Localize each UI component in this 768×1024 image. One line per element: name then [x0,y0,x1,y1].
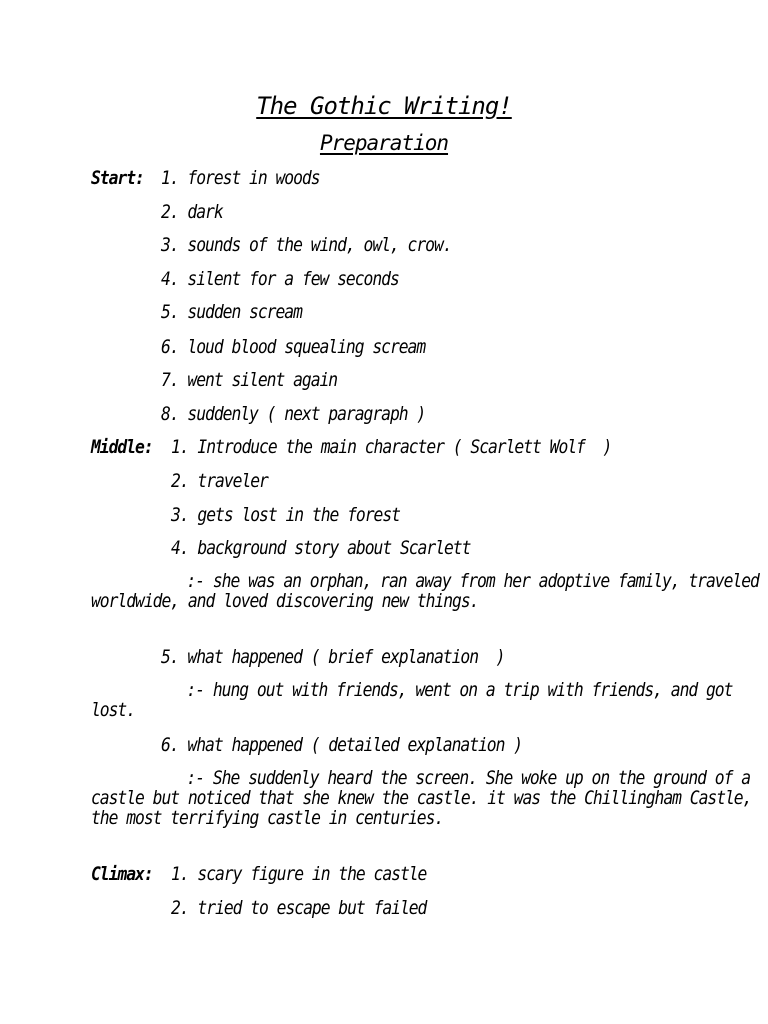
start-item-7: 7. went silent again [161,369,338,391]
start-section-label: Start: [91,167,144,189]
climax-section-label: Climax: [91,863,153,885]
middle-note-4: :- she was an orphan, ran away from her adoptive family, traveled worldwide, and loved discovering new things. [91,570,759,612]
middle-item-6: 6. what happened ( detailed explanation ) [161,734,523,756]
document-subtitle: Preparation [319,131,449,155]
middle-section-label: Middle: [91,436,153,458]
start-item-8: 8. suddenly ( next paragraph ) [161,403,426,425]
middle-item-5: 5. what happened ( brief explanation ) [161,646,505,668]
middle-note-5: :- hung out with friends, went on a trip with friends, and got lost. [91,679,733,721]
middle-item-1: 1. Introduce the main character ( Scarlett Wolf ) [171,436,612,458]
start-item-6: 6. loud blood squealing scream [161,336,426,358]
start-item-3: 3. sounds of the wind, owl, crow. [161,234,452,256]
start-item-4: 4. silent for a few seconds [161,268,399,290]
middle-item-4: 4. background story about Scarlett [171,537,471,559]
start-item-5: 5. sudden scream [161,301,302,323]
climax-item-2: 2. tried to escape but failed [171,897,427,919]
start-item-2: 2. dark [161,201,223,223]
document-title: The Gothic Writing! [256,92,512,120]
middle-note-6: :- She suddenly heard the screen. She woke up on the ground of a castle but noticed that she knew the castle. it was the Chillingham Castle, the most terrifying castle in centuries. [91,767,752,829]
start-item-1: 1. forest in woods [161,167,320,189]
middle-item-3: 3. gets lost in the forest [171,504,400,526]
climax-item-1: 1. scary figure in the castle [171,863,427,885]
middle-item-2: 2. traveler [171,470,268,492]
